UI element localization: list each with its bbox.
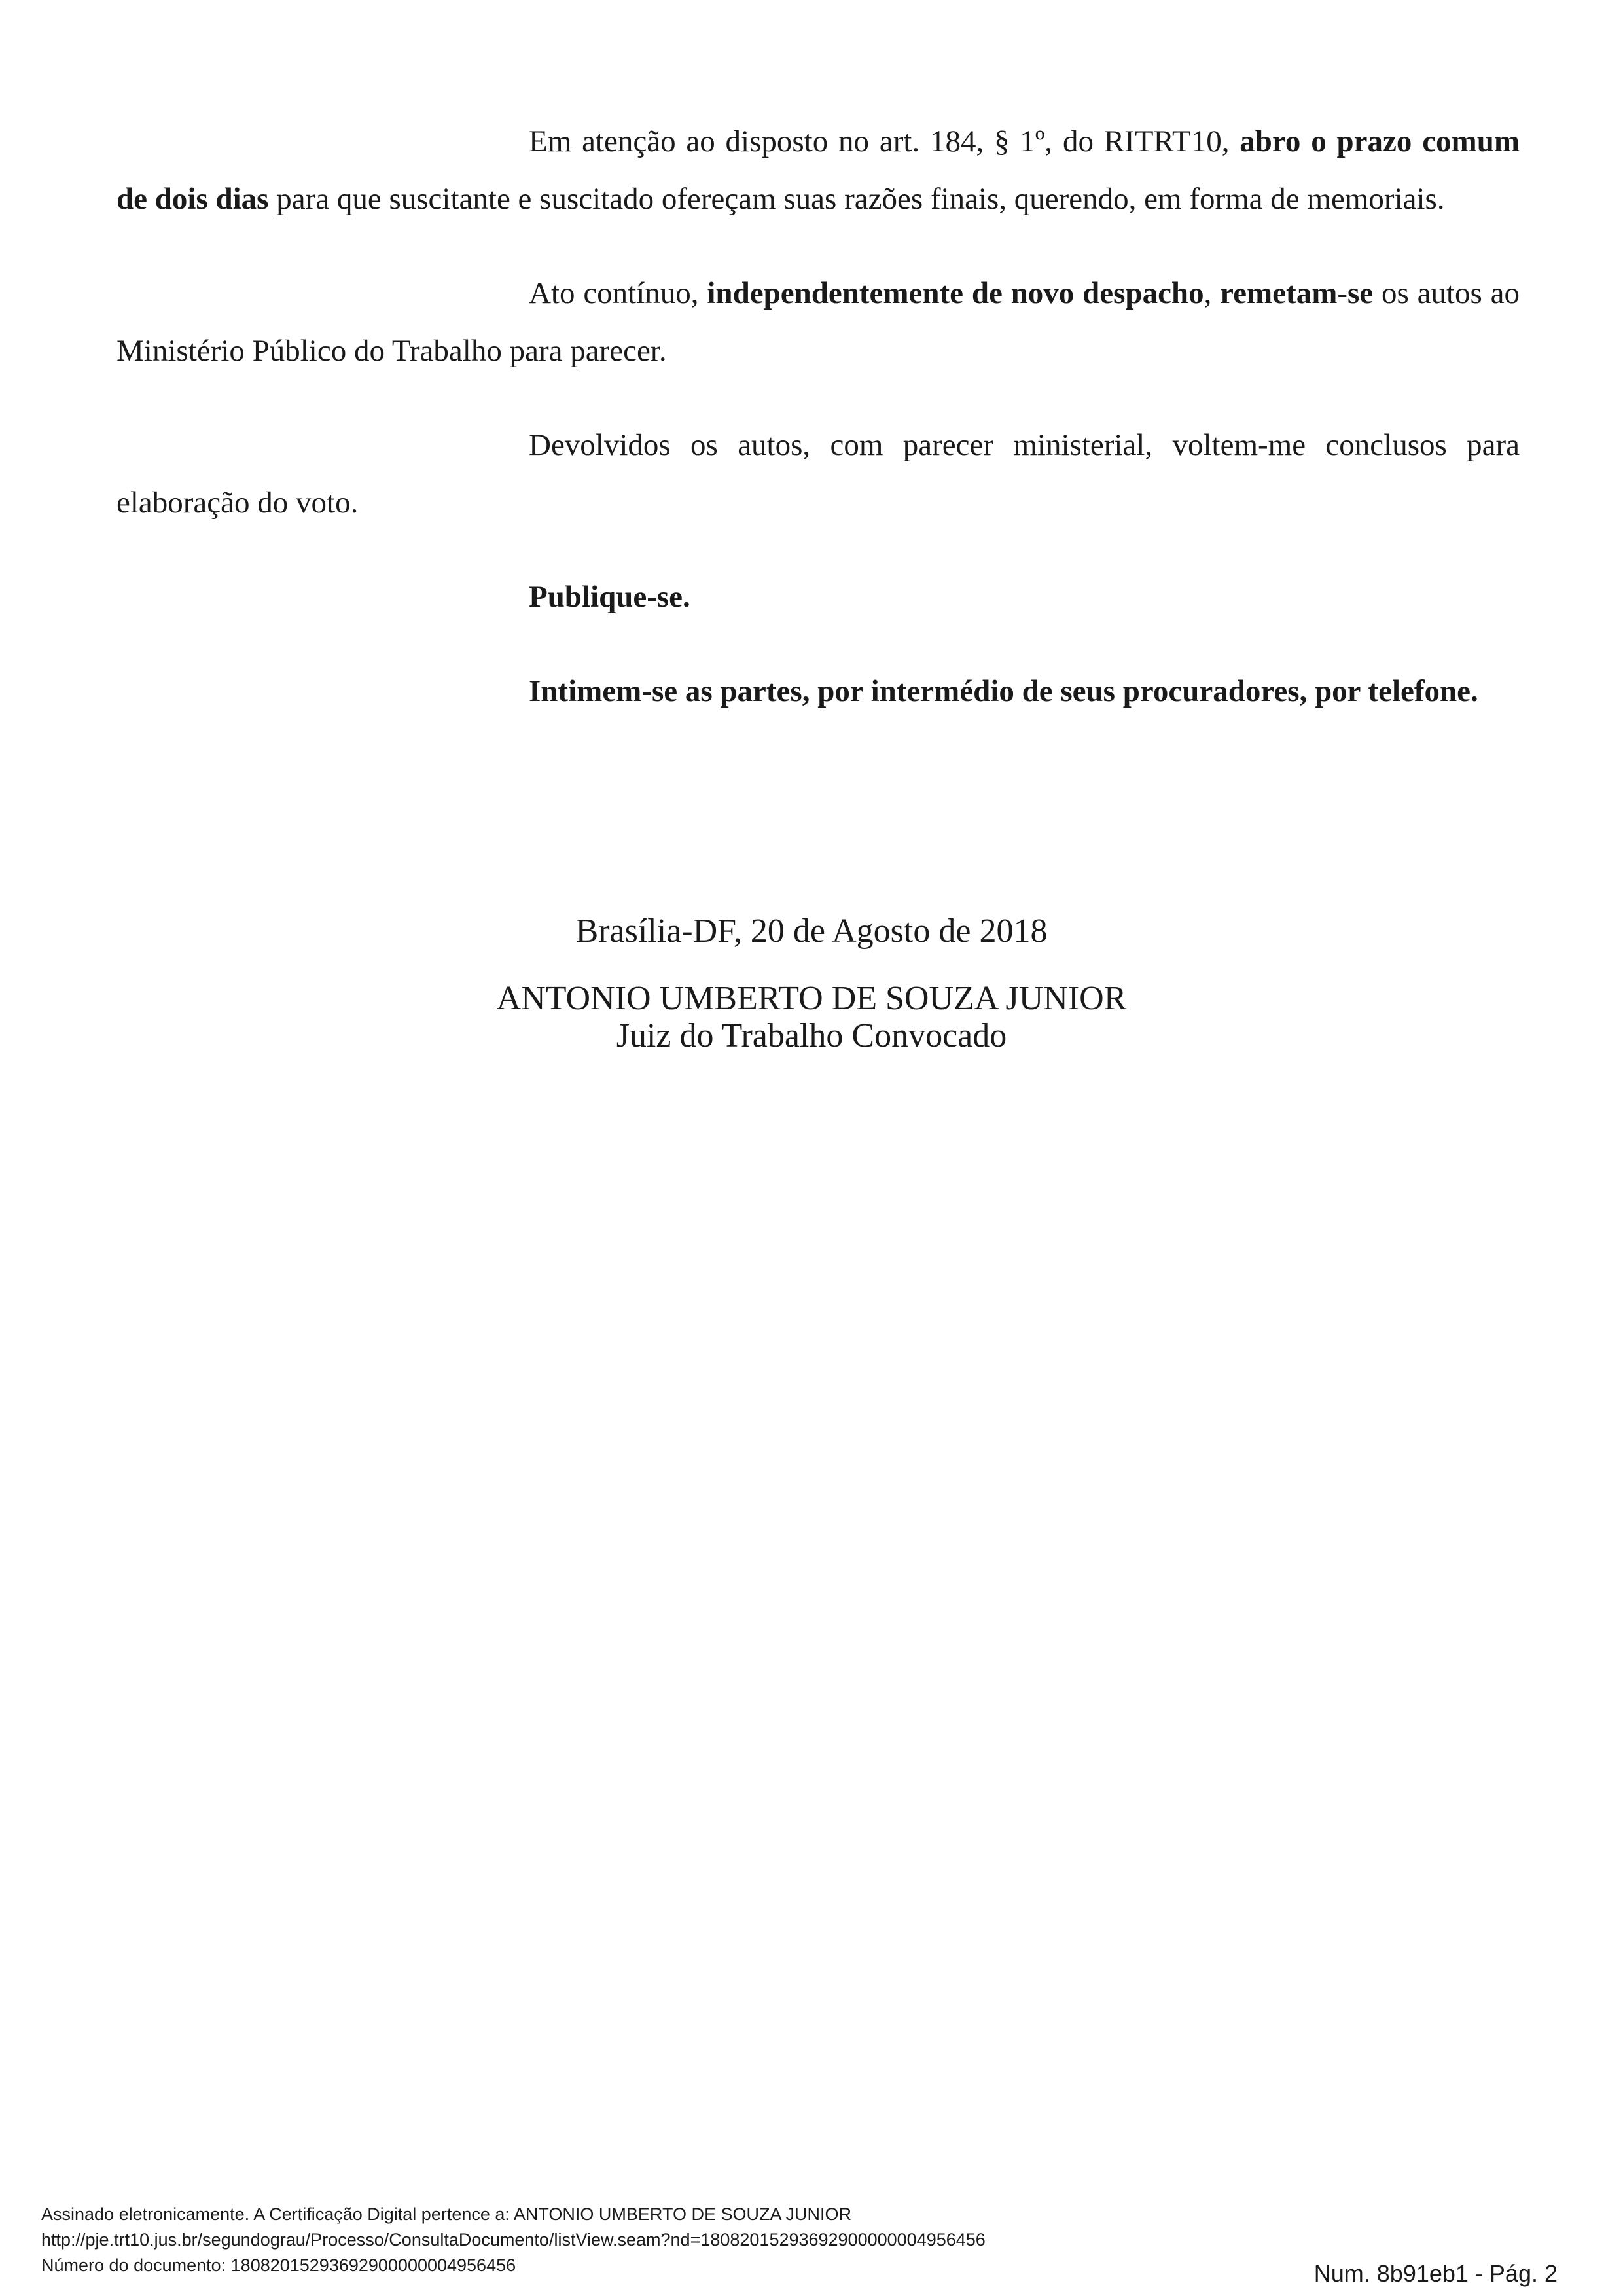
paragraph-segment: , (1204, 276, 1221, 310)
paragraph-segment: Devolvidos os autos, com parecer ministerial, voltem-me conclusos para elaboração do voto. (116, 428, 1520, 520)
paragraph-segment-bold: remetam-se (1220, 276, 1374, 310)
paragraph-notify (116, 662, 1520, 720)
paragraph-segment: Ato contínuo, (529, 276, 707, 310)
document-body (116, 113, 1520, 720)
paragraph-segment-bold: Publique-se. (529, 580, 690, 614)
paragraph-segment-bold: abro o prazo comum de dois dias (116, 124, 1520, 216)
paragraph-segment: os autos ao Ministério Público do Trabalho para parecer. (116, 276, 1520, 368)
paragraph-remit (116, 264, 1520, 380)
footer (41, 2202, 986, 2278)
footer-url-line: http://pje.trt10.jus.br/segundograu/Processo/ConsultaDocumento/listView.seam?nd=18082015293692900000004956456 (41, 2230, 986, 2250)
paragraph-segment: para que suscitante e suscitado ofereçam suas razões finais, querendo, em forma de memoriais. (268, 182, 1445, 216)
paragraph-segment-bold: independentemente de novo despacho (707, 276, 1204, 310)
signature-role: Juiz do Trabalho Convocado (616, 1017, 1007, 1054)
footer-signed-line: Assinado eletronicamente. A Certificação Digital pertence a: ANTONIO UMBERTO DE SOUZA JUNIOR (41, 2204, 851, 2224)
paragraph-segment: Em atenção ao disposto no art. 184, § 1º, do RITRT10, (529, 124, 1240, 158)
paragraph-deadline (116, 113, 1520, 228)
paragraph-segment-bold: Intimem-se as partes, por intermédio de seus procuradores, por telefone. (529, 674, 1478, 708)
footer-doc-number: Número do documento: 18082015293692900000004956456 (41, 2255, 516, 2275)
page-number: Num. 8b91eb1 - Pág. 2 (1313, 2260, 1558, 2287)
paragraph-return (116, 416, 1520, 531)
paragraph-publish (116, 568, 1520, 626)
signature-name: ANTONIO UMBERTO DE SOUZA JUNIOR (496, 980, 1127, 1017)
signature-date: Brasília-DF, 20 de Agosto de 2018 (575, 912, 1048, 950)
